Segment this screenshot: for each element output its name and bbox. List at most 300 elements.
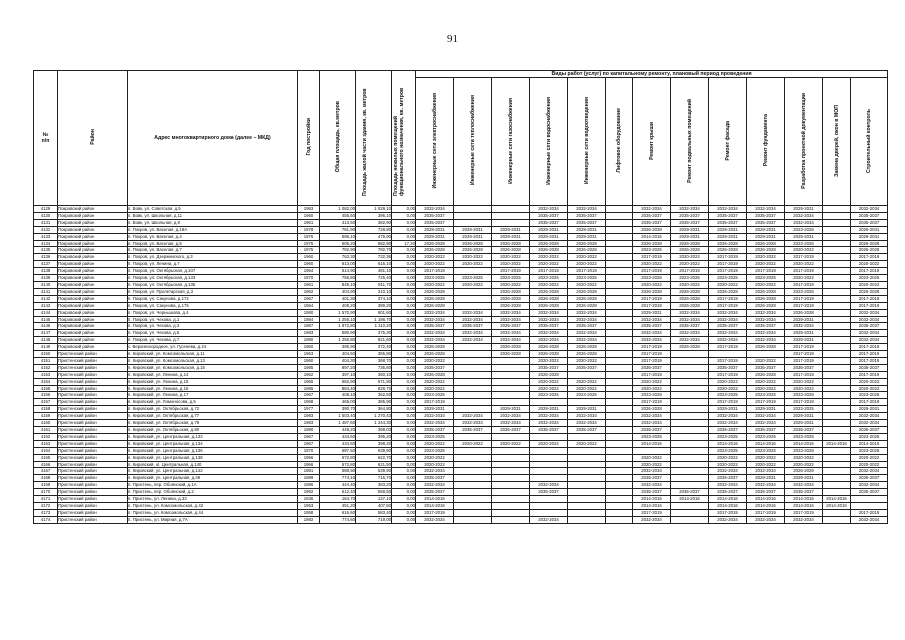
work-period-cell	[671, 454, 709, 461]
year-cell: 1962	[298, 371, 320, 378]
district-cell: Покровский район	[58, 323, 128, 330]
work-period-cell: 2035-2037	[530, 219, 568, 226]
work-period-cell: 2035-2037	[633, 212, 671, 219]
year-cell: 1983	[298, 413, 320, 420]
total-area-cell: 1 487,60	[320, 420, 356, 427]
work-period-cell: 2026-2028	[492, 247, 530, 254]
work-period-cell: 2020-2022	[416, 281, 454, 288]
work-period-cell	[671, 351, 709, 358]
work-period-cell: 2017-2019	[709, 399, 747, 406]
work-period-cell: 2017-2019	[633, 268, 671, 275]
work-period-cell: 2023-2025	[709, 447, 747, 454]
address-cell: п. Покров, ул. Чернышова, д.4	[128, 309, 298, 316]
address-cell: п. Пристень, пер. Обоянский, д.2	[128, 489, 298, 496]
living-area-cell: 368,70	[356, 357, 392, 364]
work-period-cell	[606, 468, 633, 475]
row-number: 4151	[34, 357, 58, 364]
living-area-cell: 732,36	[356, 254, 392, 261]
work-period-cell	[606, 489, 633, 496]
nonliving-area-cell: 0,00	[392, 454, 416, 461]
work-period-cell: 2035-2037	[851, 212, 888, 219]
living-area-cell: 901,60	[356, 309, 392, 316]
nonliving-area-cell: 0,00	[392, 295, 416, 302]
district-cell: Покровский район	[58, 316, 128, 323]
work-period-cell	[606, 502, 633, 509]
living-area-cell: 725,40	[356, 275, 392, 282]
nonliving-area-cell: 0,00	[392, 406, 416, 413]
work-period-cell	[492, 516, 530, 523]
work-period-cell: 2020-2022	[633, 454, 671, 461]
row-number: 4144	[34, 309, 58, 316]
district-cell: Пристенский район	[58, 420, 128, 427]
nonliving-area-cell: 0,00	[392, 516, 416, 523]
total-area-cell: 413,50	[320, 219, 356, 226]
work-period-cell: 2014-2016	[633, 440, 671, 447]
total-area-cell: 408,20	[320, 302, 356, 309]
district-cell: Покровский район	[58, 233, 128, 240]
work-period-cell: 2032-2034	[530, 206, 568, 213]
address-cell: п. Кировский, ул. Октябрьская, д.72	[128, 406, 298, 413]
table-row	[34, 364, 888, 371]
total-area-cell: 782,90	[320, 247, 356, 254]
address-cell: п. Кировский, ул. Октябрьская, д.77	[128, 413, 298, 420]
nonliving-area-cell: 0,00	[392, 357, 416, 364]
row-number: 4147	[34, 330, 58, 337]
work-period-cell: 2020-2022	[416, 461, 454, 468]
district-cell: Пристенский район	[58, 399, 128, 406]
nonliving-area-cell: 17,20	[392, 240, 416, 247]
work-period-cell: 2014-2016	[671, 496, 709, 503]
total-area-cell: 404,50	[320, 351, 356, 358]
living-area-cell: 479,90	[356, 233, 392, 240]
work-period-cell: 2026-2028	[851, 247, 888, 254]
work-period-cell: 2032-2034	[454, 413, 492, 420]
work-period-cell: 2029-2031	[709, 233, 747, 240]
work-period-cell: 2017-2019	[709, 254, 747, 261]
living-area-cell: 811,70	[356, 281, 392, 288]
work-period-cell: 2023-2025	[568, 392, 606, 399]
work-period-cell: 2017-2019	[416, 268, 454, 275]
work-period-cell	[492, 371, 530, 378]
work-period-cell: 2026-2028	[416, 351, 454, 358]
work-period-cell: 2017-2019	[785, 254, 823, 261]
work-period-cell: 2017-2019	[851, 357, 888, 364]
district-cell: Покровский район	[58, 254, 128, 261]
work-period-cell	[823, 447, 851, 454]
work-period-cell: 2026-2028	[416, 240, 454, 247]
work-period-cell: 2017-2019	[785, 302, 823, 309]
work-period-cell: 2026-2028	[709, 240, 747, 247]
work-period-cell: 2014-2016	[823, 496, 851, 503]
work-period-cell	[823, 420, 851, 427]
table-row	[34, 309, 888, 316]
address-cell: п. Кировский, ул. Октябрьская, д.80	[128, 427, 298, 434]
living-area-cell: 385,90	[356, 399, 392, 406]
nonliving-area-cell: 0,00	[392, 420, 416, 427]
work-period-cell: 2017-2019	[851, 371, 888, 378]
living-area-cell: 715,70	[356, 475, 392, 482]
header-work-type: Ремонт фундамента	[747, 78, 785, 206]
address-cell: п. Кировский, ул. Ленина, д.15	[128, 378, 298, 385]
work-period-cell: 2035-2037	[530, 364, 568, 371]
work-period-cell: 2026-2028	[709, 247, 747, 254]
work-period-cell: 2035-2037	[709, 212, 747, 219]
year-cell: 1961	[298, 219, 320, 226]
nonliving-area-cell: 0,00	[392, 219, 416, 226]
district-cell: Покровский район	[58, 337, 128, 344]
living-area-cell: 375,30	[356, 330, 392, 337]
work-period-cell: 2035-2037	[568, 212, 606, 219]
header-work-type: Ремонт крыши	[633, 78, 671, 206]
work-period-cell	[606, 337, 633, 344]
work-period-cell: 2032-2034	[851, 482, 888, 489]
work-period-cell: 2020-2022	[851, 454, 888, 461]
work-period-cell: 2020-2022	[568, 261, 606, 268]
work-period-cell: 2026-2028	[530, 351, 568, 358]
work-period-cell	[568, 482, 606, 489]
work-period-cell: 2026-2028	[671, 344, 709, 351]
work-period-cell: 2020-2022	[671, 281, 709, 288]
work-period-cell: 2023-2025	[416, 392, 454, 399]
work-period-cell	[671, 420, 709, 427]
row-number: 4153	[34, 371, 58, 378]
nonliving-area-cell: 0,00	[392, 212, 416, 219]
year-cell: 1986	[298, 482, 320, 489]
work-period-cell: 2020-2022	[851, 461, 888, 468]
work-period-cell: 2026-2028	[568, 302, 606, 309]
work-period-cell	[606, 323, 633, 330]
work-period-cell: 2032-2034	[747, 413, 785, 420]
row-number: 4148	[34, 337, 58, 344]
row-number: 4146	[34, 323, 58, 330]
work-period-cell	[606, 420, 633, 427]
work-period-cell	[823, 516, 851, 523]
work-period-cell: 2020-2022	[416, 440, 454, 447]
nonliving-area-cell: 0,00	[392, 337, 416, 344]
year-cell: 1958	[298, 509, 320, 516]
year-cell: 1960	[298, 344, 320, 351]
district-cell: Покровский район	[58, 275, 128, 282]
work-period-cell	[606, 447, 633, 454]
work-period-cell	[823, 489, 851, 496]
table-row	[34, 295, 888, 302]
work-period-cell: 2032-2034	[709, 468, 747, 475]
work-period-cell	[530, 447, 568, 454]
work-period-cell	[454, 378, 492, 385]
work-period-cell: 2020-2022	[568, 385, 606, 392]
year-cell: 1970	[298, 447, 320, 454]
table-row	[34, 233, 888, 240]
work-period-cell	[671, 406, 709, 413]
work-period-cell: 2029-2031	[785, 475, 823, 482]
table-row	[34, 502, 888, 509]
work-period-cell: 2020-2022	[747, 357, 785, 364]
work-period-cell	[606, 344, 633, 351]
district-cell: Пристенский район	[58, 433, 128, 440]
work-period-cell	[606, 226, 633, 233]
row-number: 4150	[34, 351, 58, 358]
work-period-cell: 2029-2031	[785, 330, 823, 337]
work-period-cell: 2032-2034	[530, 309, 568, 316]
year-cell: 1976	[298, 233, 320, 240]
work-period-cell	[454, 433, 492, 440]
row-number: 4135	[34, 247, 58, 254]
row-number: 4158	[34, 406, 58, 413]
living-area-cell: 1 270,43	[356, 413, 392, 420]
work-period-cell: 2023-2025	[416, 275, 454, 282]
work-period-cell: 2032-2034	[709, 316, 747, 323]
work-period-cell: 2032-2034	[492, 337, 530, 344]
nonliving-area-cell: 0,00	[392, 344, 416, 351]
work-period-cell	[671, 509, 709, 516]
address-cell: п. Покров, ул. Пролетарская, д.3	[128, 288, 298, 295]
work-period-cell: 2020-2022	[454, 440, 492, 447]
row-number: 4166	[34, 461, 58, 468]
work-period-cell	[823, 378, 851, 385]
work-period-cell: 2020-2022	[530, 378, 568, 385]
work-period-cell	[671, 482, 709, 489]
table-row	[34, 281, 888, 288]
work-period-cell	[633, 447, 671, 454]
work-period-cell	[454, 385, 492, 392]
work-period-cell	[606, 316, 633, 323]
district-cell: Пристенский район	[58, 406, 128, 413]
year-cell: 1975	[298, 240, 320, 247]
work-period-cell	[823, 247, 851, 254]
row-number: 4143	[34, 302, 58, 309]
work-period-cell: 2023-2025	[785, 240, 823, 247]
work-period-cell: 2032-2034	[633, 468, 671, 475]
work-period-cell	[568, 468, 606, 475]
address-cell: п. Кировский, ул. Центральная, д.49	[128, 475, 298, 482]
work-period-cell: 2032-2034	[633, 516, 671, 523]
work-period-cell: 2023-2025	[633, 433, 671, 440]
work-period-cell: 2026-2028	[747, 344, 785, 351]
work-period-cell: 2029-2031	[851, 233, 888, 240]
work-period-cell	[606, 261, 633, 268]
row-number: 4165	[34, 454, 58, 461]
work-period-cell	[454, 475, 492, 482]
total-area-cell: 849,10	[320, 281, 356, 288]
work-period-cell: 2035-2037	[671, 212, 709, 219]
work-period-cell: 2032-2034	[785, 323, 823, 330]
work-period-cell: 2035-2037	[671, 323, 709, 330]
work-period-cell: 2017-2019	[530, 268, 568, 275]
total-area-cell: 395,90	[320, 344, 356, 351]
work-period-cell: 2032-2034	[633, 420, 671, 427]
work-period-cell: 2035-2037	[530, 427, 568, 434]
work-period-cell: 2032-2034	[671, 206, 709, 213]
living-area-cell: 396,10	[356, 212, 392, 219]
work-period-cell: 2014-2016	[747, 502, 785, 509]
table-row	[34, 357, 888, 364]
district-cell: Покровский район	[58, 206, 128, 213]
work-period-cell	[492, 454, 530, 461]
work-period-cell: 2026-2028	[454, 240, 492, 247]
work-period-cell: 2035-2037	[785, 489, 823, 496]
work-period-cell: 2017-2019	[633, 295, 671, 302]
work-period-cell: 2020-2022	[530, 385, 568, 392]
work-period-cell: 2017-2019	[633, 302, 671, 309]
work-period-cell: 2032-2034	[530, 413, 568, 420]
work-period-cell	[823, 226, 851, 233]
work-period-cell: 2035-2037	[633, 219, 671, 226]
total-area-cell: 451,20	[320, 502, 356, 509]
work-period-cell	[606, 433, 633, 440]
work-period-cell	[492, 502, 530, 509]
district-cell: Покровский район	[58, 240, 128, 247]
row-number: 4162	[34, 433, 58, 440]
work-period-cell: 2032-2034	[633, 337, 671, 344]
work-period-cell: 2017-2019	[785, 371, 823, 378]
work-period-cell: 2029-2031	[454, 233, 492, 240]
district-cell: Пристенский район	[58, 496, 128, 503]
row-number: 4156	[34, 392, 58, 399]
work-period-cell: 2023-2025	[568, 275, 606, 282]
work-period-cell	[492, 468, 530, 475]
work-period-cell: 2026-2028	[492, 240, 530, 247]
living-area-cell: 310,10	[356, 288, 392, 295]
work-period-cell	[454, 206, 492, 213]
work-period-cell: 2032-2034	[454, 330, 492, 337]
address-cell: п. Покров, ул. Чехова, д.7	[128, 337, 298, 344]
district-cell: Покровский район	[58, 344, 128, 351]
work-period-cell: 2029-2031	[785, 233, 823, 240]
work-period-cell: 2035-2037	[851, 427, 888, 434]
nonliving-area-cell: 0,00	[392, 288, 416, 295]
header-year: Год постройки	[298, 71, 320, 206]
work-period-cell	[606, 461, 633, 468]
table-row	[34, 206, 888, 213]
year-cell: 1967	[298, 433, 320, 440]
work-period-cell: 2017-2019	[709, 268, 747, 275]
work-period-cell	[530, 475, 568, 482]
work-period-cell: 2017-2019	[785, 295, 823, 302]
total-area-cell: 897,20	[320, 364, 356, 371]
work-period-cell	[606, 275, 633, 282]
district-cell: Пристенский район	[58, 351, 128, 358]
work-period-cell: 2020-2022	[530, 357, 568, 364]
work-period-cell: 2023-2025	[633, 247, 671, 254]
work-period-cell: 2035-2037	[747, 212, 785, 219]
total-area-cell: 1 872,80	[320, 323, 356, 330]
work-period-cell: 2026-2028	[747, 371, 785, 378]
total-area-cell: 781,90	[320, 226, 356, 233]
district-cell: Пристенский район	[58, 371, 128, 378]
year-cell: 1975	[298, 247, 320, 254]
work-period-cell	[606, 496, 633, 503]
nonliving-area-cell: 0,00	[392, 427, 416, 434]
table-row	[34, 330, 888, 337]
work-period-cell	[492, 482, 530, 489]
work-period-cell: 2032-2034	[709, 413, 747, 420]
address-cell: п. Кировский, ул. Ленина, д.14	[128, 371, 298, 378]
work-period-cell	[823, 413, 851, 420]
table-row	[34, 482, 888, 489]
work-period-cell	[492, 385, 530, 392]
total-area-cell: 1 256,80	[320, 337, 356, 344]
district-cell: Покровский район	[58, 330, 128, 337]
row-number: 4139	[34, 275, 58, 282]
work-period-cell: 2029-2031	[747, 233, 785, 240]
work-period-cell: 2035-2037	[671, 219, 709, 226]
work-period-cell: 2023-2025	[851, 392, 888, 399]
work-period-cell: 2017-2019	[709, 357, 747, 364]
row-number: 4136	[34, 254, 58, 261]
header-district: Район	[58, 71, 128, 206]
work-period-cell	[606, 385, 633, 392]
work-period-cell: 2035-2037	[851, 323, 888, 330]
work-period-cell: 2032-2034	[633, 330, 671, 337]
nonliving-area-cell: 0,00	[392, 509, 416, 516]
work-period-cell: 2026-2028	[747, 288, 785, 295]
work-period-cell: 2020-2022	[785, 247, 823, 254]
work-period-cell	[454, 364, 492, 371]
work-period-cell: 2035-2037	[633, 475, 671, 482]
work-period-cell	[823, 454, 851, 461]
work-period-cell	[454, 496, 492, 503]
work-period-cell: 2020-2022	[851, 378, 888, 385]
total-area-cell: 884,40	[320, 385, 356, 392]
work-period-cell: 2026-2028	[633, 226, 671, 233]
work-period-cell: 2026-2028	[747, 240, 785, 247]
living-area-cell: 355,80	[356, 351, 392, 358]
work-period-cell: 2035-2037	[709, 475, 747, 482]
table-row	[34, 440, 888, 447]
page-number: 91	[447, 33, 458, 45]
work-period-cell	[823, 288, 851, 295]
living-area-cell: 639,90	[356, 447, 392, 454]
year-cell: 1978	[298, 226, 320, 233]
row-number: 4167	[34, 468, 58, 475]
year-cell: 1936	[298, 496, 320, 503]
work-period-cell: 2029-2031	[416, 233, 454, 240]
work-period-cell: 2032-2034	[416, 413, 454, 420]
work-period-cell	[823, 427, 851, 434]
work-period-cell: 2017-2019	[747, 509, 785, 516]
address-cell: п. Вовк, ул. Советская, д.5	[128, 206, 298, 213]
work-period-cell: 2020-2022	[747, 385, 785, 392]
row-number: 4141	[34, 288, 58, 295]
total-area-cell: 434,60	[320, 440, 356, 447]
work-period-cell: 2032-2034	[568, 316, 606, 323]
work-period-cell	[454, 212, 492, 219]
work-period-cell: 2032-2034	[747, 482, 785, 489]
work-period-cell: 2026-2028	[530, 371, 568, 378]
work-period-cell: 2020-2022	[747, 261, 785, 268]
work-period-cell: 2029-2031	[530, 233, 568, 240]
living-area-cell: 671,80	[356, 378, 392, 385]
work-period-cell: 2029-2031	[785, 316, 823, 323]
living-area-cell: 558,50	[356, 489, 392, 496]
living-area-cell: 383,20	[356, 482, 392, 489]
work-period-cell	[606, 440, 633, 447]
work-period-cell: 2032-2034	[568, 206, 606, 213]
work-period-cell: 2032-2034	[454, 316, 492, 323]
work-period-cell	[568, 475, 606, 482]
work-period-cell: 2032-2034	[747, 330, 785, 337]
row-number: 4131	[34, 219, 58, 226]
work-period-cell: 2020-2022	[416, 385, 454, 392]
work-period-cell: 2020-2022	[709, 378, 747, 385]
table-row	[34, 212, 888, 219]
nonliving-area-cell: 0,00	[392, 371, 416, 378]
work-period-cell	[823, 385, 851, 392]
living-area-cell: 399,03	[356, 427, 392, 434]
work-period-cell: 2020-2022	[633, 281, 671, 288]
work-period-cell: 2032-2034	[454, 420, 492, 427]
work-period-cell	[492, 392, 530, 399]
